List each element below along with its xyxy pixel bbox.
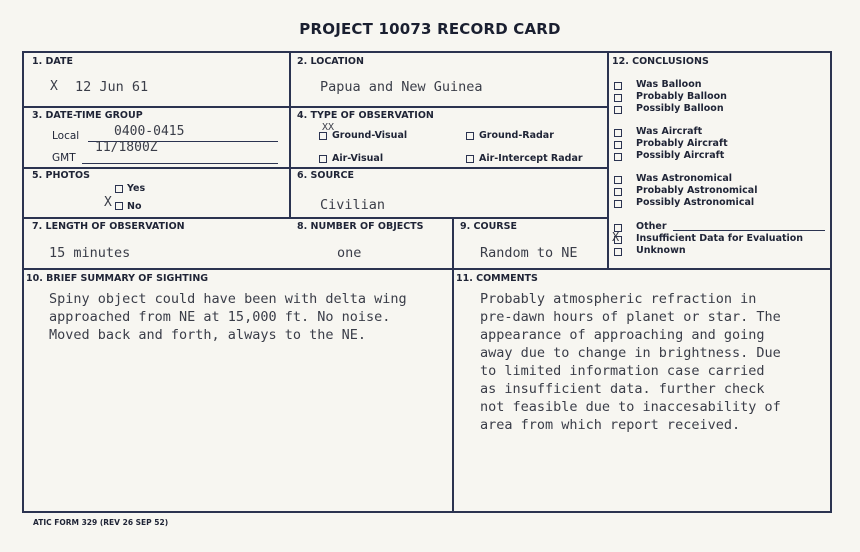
conclusion-item: Was Balloon (636, 79, 702, 90)
comment-line: not feasible due to inaccesability of (480, 399, 781, 415)
photos-no-marker: X (104, 195, 112, 210)
date-value: 12 Jun 61 (75, 79, 149, 95)
comments-label: 11. COMMENTS (456, 273, 538, 284)
num-objects-value: one (337, 245, 362, 261)
length-label: 7. LENGTH OF OBSERVATION (32, 221, 185, 232)
dtg-gmt-value: 11/1800Z (95, 140, 158, 155)
comment-line: pre-dawn hours of planet or star. The (480, 309, 781, 325)
location-label: 2. LOCATION (297, 56, 364, 67)
conclusion-item: Possibly Balloon (636, 103, 724, 114)
photos-no-checkbox[interactable] (115, 202, 123, 210)
comment-line: away due to change in brightness. Due (480, 345, 781, 361)
dtg-label: 3. DATE-TIME GROUP (32, 110, 143, 121)
comment-line: Probably atmospheric refraction in (480, 291, 757, 307)
course-value: Random to NE (480, 245, 578, 261)
date-marker: X (50, 79, 58, 94)
air-visual-checkbox[interactable] (319, 155, 327, 163)
insufficient-data-marker: X (612, 230, 620, 244)
record-card (22, 51, 832, 513)
divider-col1 (289, 51, 291, 219)
conclusion-item: Insufficient Data for Evaluation (636, 233, 804, 244)
conclusion-checkbox[interactable] (614, 106, 622, 114)
comment-line: to limited information case carried (480, 363, 765, 379)
conclusion-checkbox[interactable] (614, 82, 622, 90)
frame-left (22, 51, 24, 513)
num-objects-label: 8. NUMBER OF OBJECTS (297, 221, 424, 232)
conclusion-item: Was Astronomical (636, 173, 733, 184)
type-obs-label: 4. TYPE OF OBSERVATION (297, 110, 434, 121)
comment-line: as insufficient data. further check (480, 381, 765, 397)
form-footer: ATIC FORM 329 (REV 26 SEP 52) (33, 518, 169, 527)
summary-line: approached from NE at 15,000 ft. No noise. (49, 309, 391, 325)
dtg-gmt-label: GMT (52, 152, 76, 164)
conclusion-item: Was Aircraft (636, 126, 703, 137)
photos-yes-checkbox[interactable] (115, 185, 123, 193)
summary-label: 10. BRIEF SUMMARY OF SIGHTING (26, 273, 209, 284)
air-visual-label: Air-Visual (332, 153, 384, 164)
divider-row3 (22, 217, 608, 219)
length-value: 15 minutes (49, 245, 131, 261)
conclusions-label: 12. CONCLUSIONS (612, 56, 709, 67)
comment-line: area from which report received. (480, 417, 741, 433)
divider-row1 (22, 106, 608, 108)
date-label: 1. DATE (32, 56, 73, 67)
ground-visual-label: Ground-Visual (332, 130, 408, 141)
divider-row2 (22, 167, 608, 169)
location-value: Papua and New Guinea (320, 79, 483, 95)
conclusion-checkbox[interactable] (614, 153, 622, 161)
dtg-local-value: 0400-0415 (114, 124, 185, 139)
conclusion-item: Possibly Aircraft (636, 150, 725, 161)
summary-line: Spiny object could have been with delta wing (49, 291, 407, 307)
conclusion-item: Unknown (636, 245, 686, 256)
other-line (673, 230, 825, 231)
conclusion-checkbox[interactable] (614, 176, 622, 184)
conclusion-checkbox[interactable] (614, 248, 622, 256)
ground-radar-label: Ground-Radar (479, 130, 554, 141)
conclusion-item: Probably Balloon (636, 91, 727, 102)
type-obs-handwritten-mark: XX (322, 122, 335, 133)
conclusion-item: Probably Astronomical (636, 185, 758, 196)
conclusion-checkbox[interactable] (614, 188, 622, 196)
conclusion-checkbox[interactable] (614, 200, 622, 208)
divider-col2 (607, 51, 609, 269)
photos-yes-label: Yes (127, 183, 146, 194)
conclusion-item: Probably Aircraft (636, 138, 728, 149)
frame-right (830, 51, 832, 513)
conclusion-item: Other (636, 221, 667, 232)
frame-bottom (22, 511, 832, 513)
frame-top (22, 51, 832, 53)
divider-row4 (22, 268, 832, 270)
conclusion-item: Possibly Astronomical (636, 197, 755, 208)
air-intercept-radar-checkbox[interactable] (466, 155, 474, 163)
comment-line: appearance of approaching and going (480, 327, 765, 343)
air-intercept-radar-label: Air-Intercept Radar (479, 153, 583, 164)
conclusion-checkbox[interactable] (614, 94, 622, 102)
source-label: 6. SOURCE (297, 170, 354, 181)
card-title: PROJECT 10073 RECORD CARD (299, 20, 561, 38)
summary-text (49, 290, 407, 344)
photos-label: 5. PHOTOS (32, 170, 90, 181)
summary-line: Moved back and forth, always to the NE. (49, 327, 366, 343)
source-value: Civilian (320, 197, 386, 213)
ground-radar-checkbox[interactable] (466, 132, 474, 140)
course-label: 9. COURSE (460, 221, 517, 232)
dtg-local-label: Local (52, 130, 80, 142)
conclusion-checkbox[interactable] (614, 141, 622, 149)
ground-visual-checkbox[interactable] (319, 132, 327, 140)
photos-no-label: No (127, 201, 142, 212)
comments-text (480, 290, 781, 434)
dtg-gmt-line (82, 163, 278, 164)
divider-col3 (452, 217, 454, 511)
conclusion-checkbox[interactable] (614, 129, 622, 137)
